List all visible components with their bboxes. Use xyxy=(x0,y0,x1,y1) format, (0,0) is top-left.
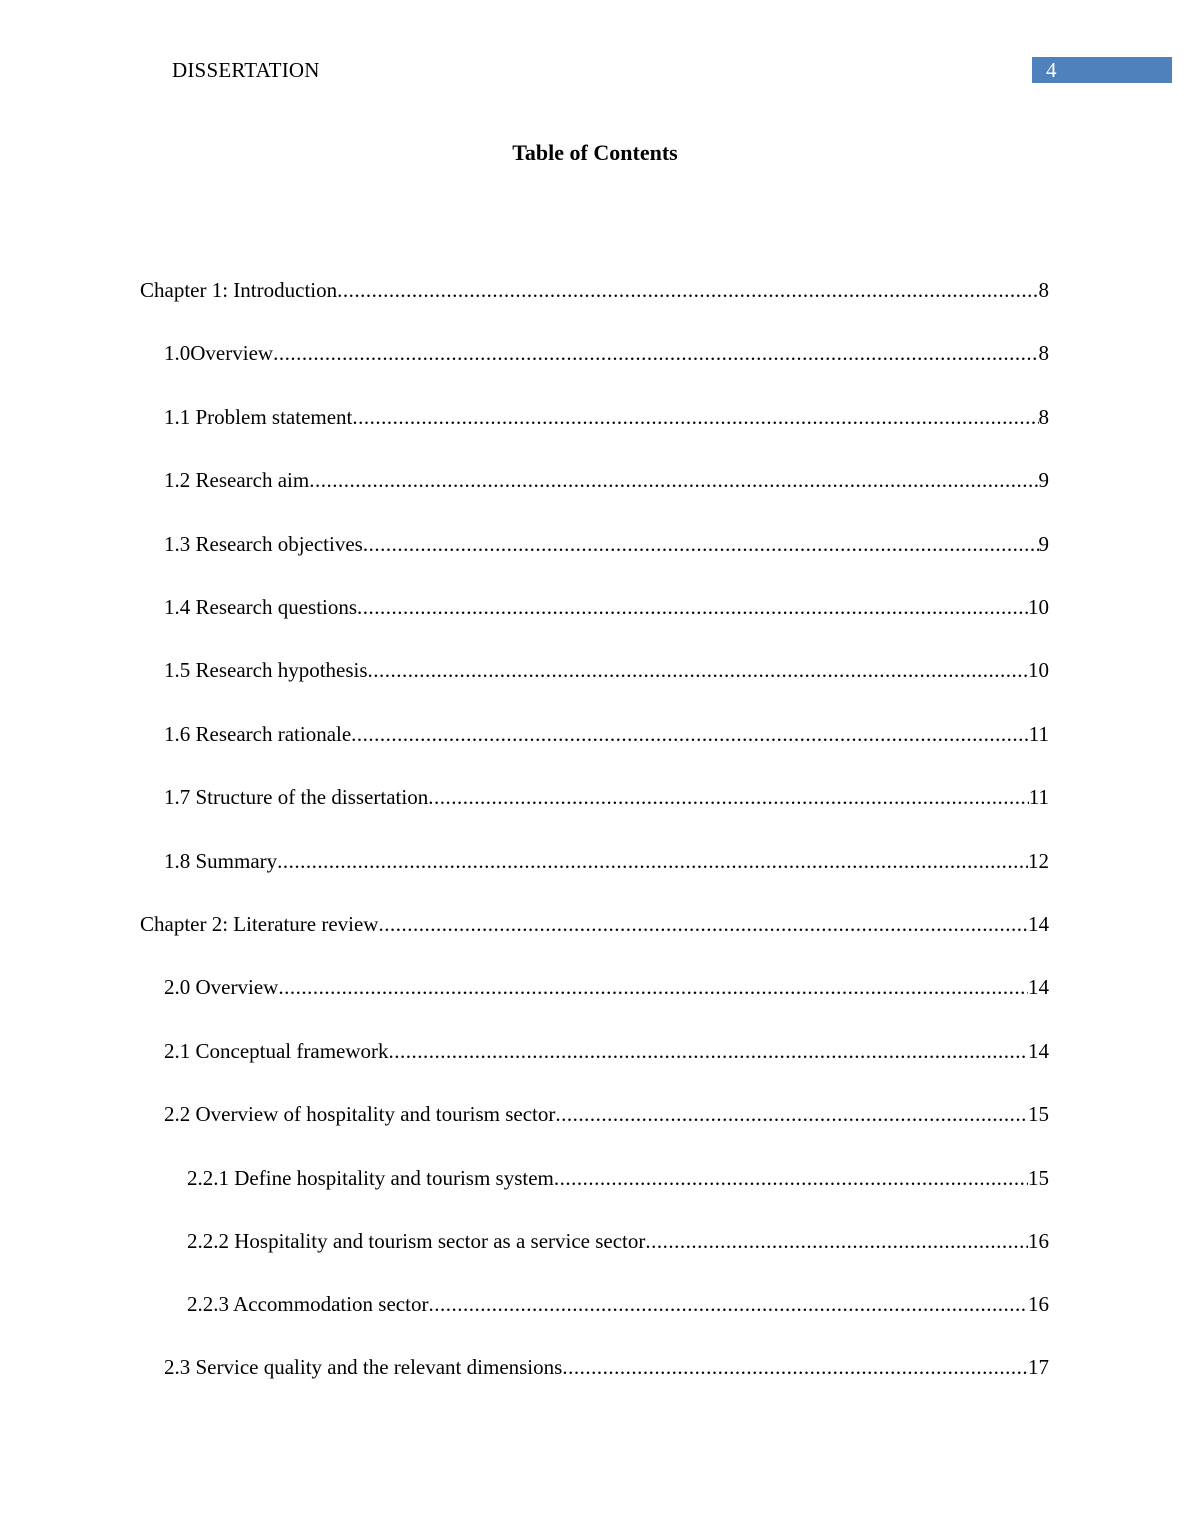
toc-entry-number: 1.0 xyxy=(164,341,191,365)
dot-leader xyxy=(337,278,1038,303)
dot-leader xyxy=(278,975,1028,1000)
toc-entry-label: 1.6 Research rationale xyxy=(164,722,352,746)
dot-leader xyxy=(352,405,1038,430)
dot-leader xyxy=(428,785,1029,810)
toc-entry-2-3[interactable] xyxy=(164,1355,1049,1383)
toc-entry-label: 1.7 Structure of the dissertation xyxy=(164,785,429,809)
dot-leader xyxy=(277,849,1028,874)
toc-entry-1-8[interactable] xyxy=(164,849,1049,877)
toc-entry-page: 8 xyxy=(1038,405,1049,429)
toc-entry-1-4[interactable] xyxy=(164,595,1049,623)
toc-entry-2-2-3[interactable] xyxy=(187,1292,1049,1320)
dot-leader xyxy=(357,595,1028,620)
dot-leader xyxy=(562,1355,1028,1380)
dot-leader xyxy=(351,722,1029,747)
toc-entry-page: 15 xyxy=(1028,1102,1049,1126)
toc-entry-label: 2.2 Overview of hospitality and tourism sector xyxy=(164,1102,556,1126)
toc-entry-label: 2.2.1 Define hospitality and tourism system xyxy=(187,1166,554,1190)
toc-entry-1-6[interactable] xyxy=(164,722,1049,750)
toc-entry-1-5[interactable] xyxy=(164,658,1049,686)
toc-entry-chapter-2[interactable] xyxy=(140,912,1049,940)
toc-entry-page: 14 xyxy=(1028,912,1049,936)
toc-entry-2-2-2[interactable] xyxy=(187,1229,1049,1257)
toc-entry-page: 8 xyxy=(1038,278,1049,302)
dot-leader xyxy=(273,341,1038,366)
toc-entry-label: 2.2.3 Accommodation sector xyxy=(187,1292,429,1316)
dot-leader xyxy=(389,1039,1028,1064)
toc-entry-2-2-1[interactable] xyxy=(187,1166,1049,1194)
toc-entry-1-1[interactable] xyxy=(164,405,1049,433)
toc-entry-1-3[interactable] xyxy=(164,532,1049,560)
dot-leader xyxy=(428,1292,1028,1317)
toc-entry-chapter-1[interactable] xyxy=(140,278,1049,306)
toc-entry-page: 9 xyxy=(1038,532,1049,556)
toc-entry-label: 1.8 Summary xyxy=(164,849,278,873)
toc-entry-page: 10 xyxy=(1028,658,1049,682)
dot-leader xyxy=(645,1229,1028,1254)
dot-leader xyxy=(363,532,1039,557)
toc-entry-label: Chapter 1: Introduction xyxy=(140,278,338,302)
toc-entry-label: 1.4 Research questions xyxy=(164,595,358,619)
toc-entry-page: 11 xyxy=(1028,785,1049,809)
toc-entry-1-0[interactable] xyxy=(164,341,1049,369)
toc-entry-page: 8 xyxy=(1038,341,1049,365)
toc-entry-label: 2.1 Conceptual framework xyxy=(164,1039,389,1063)
toc-entry-page: 16 xyxy=(1028,1229,1049,1253)
toc-entry-page: 12 xyxy=(1028,849,1049,873)
toc-entry-2-0[interactable] xyxy=(164,975,1049,1003)
toc-entry-label: Overview xyxy=(190,341,274,365)
toc-entry-page: 17 xyxy=(1028,1355,1049,1379)
toc-entry-label: 2.3 Service quality and the relevant dimensions xyxy=(164,1355,563,1379)
running-head: DISSERTATION xyxy=(172,58,320,82)
toc-entry-2-2[interactable] xyxy=(164,1102,1049,1130)
toc-entry-page: 15 xyxy=(1028,1166,1049,1190)
toc-entry-page: 10 xyxy=(1028,595,1049,619)
toc-entry-page: 14 xyxy=(1028,975,1049,999)
dot-leader xyxy=(554,1166,1028,1191)
toc-entry-label: 2.0 Overview xyxy=(164,975,279,999)
toc-entry-page: 11 xyxy=(1028,722,1049,746)
toc-entry-1-2[interactable] xyxy=(164,468,1049,496)
toc-title: Table of Contents xyxy=(512,140,678,165)
toc-entry-label: 1.1 Problem statement xyxy=(164,405,353,429)
toc-entry-label: 2.2.2 Hospitality and tourism sector as a service sector xyxy=(187,1229,646,1253)
toc-entry-page: 16 xyxy=(1028,1292,1049,1316)
toc-entry-2-1[interactable] xyxy=(164,1039,1049,1067)
toc-entry-1-7[interactable] xyxy=(164,785,1049,813)
dot-leader xyxy=(368,658,1028,683)
toc-entry-label: 1.3 Research objectives xyxy=(164,532,363,556)
dot-leader xyxy=(555,1102,1028,1127)
toc-entry-label: Chapter 2: Literature review xyxy=(140,912,379,936)
dot-leader xyxy=(378,912,1028,937)
toc-entry-page: 14 xyxy=(1028,1039,1049,1063)
toc-entry-page: 9 xyxy=(1038,468,1049,492)
toc-entry-label: 1.5 Research hypothesis xyxy=(164,658,368,682)
page-number-badge: 4 xyxy=(1032,57,1172,83)
dot-leader xyxy=(309,468,1038,493)
toc-entry-label: 1.2 Research aim xyxy=(164,468,310,492)
